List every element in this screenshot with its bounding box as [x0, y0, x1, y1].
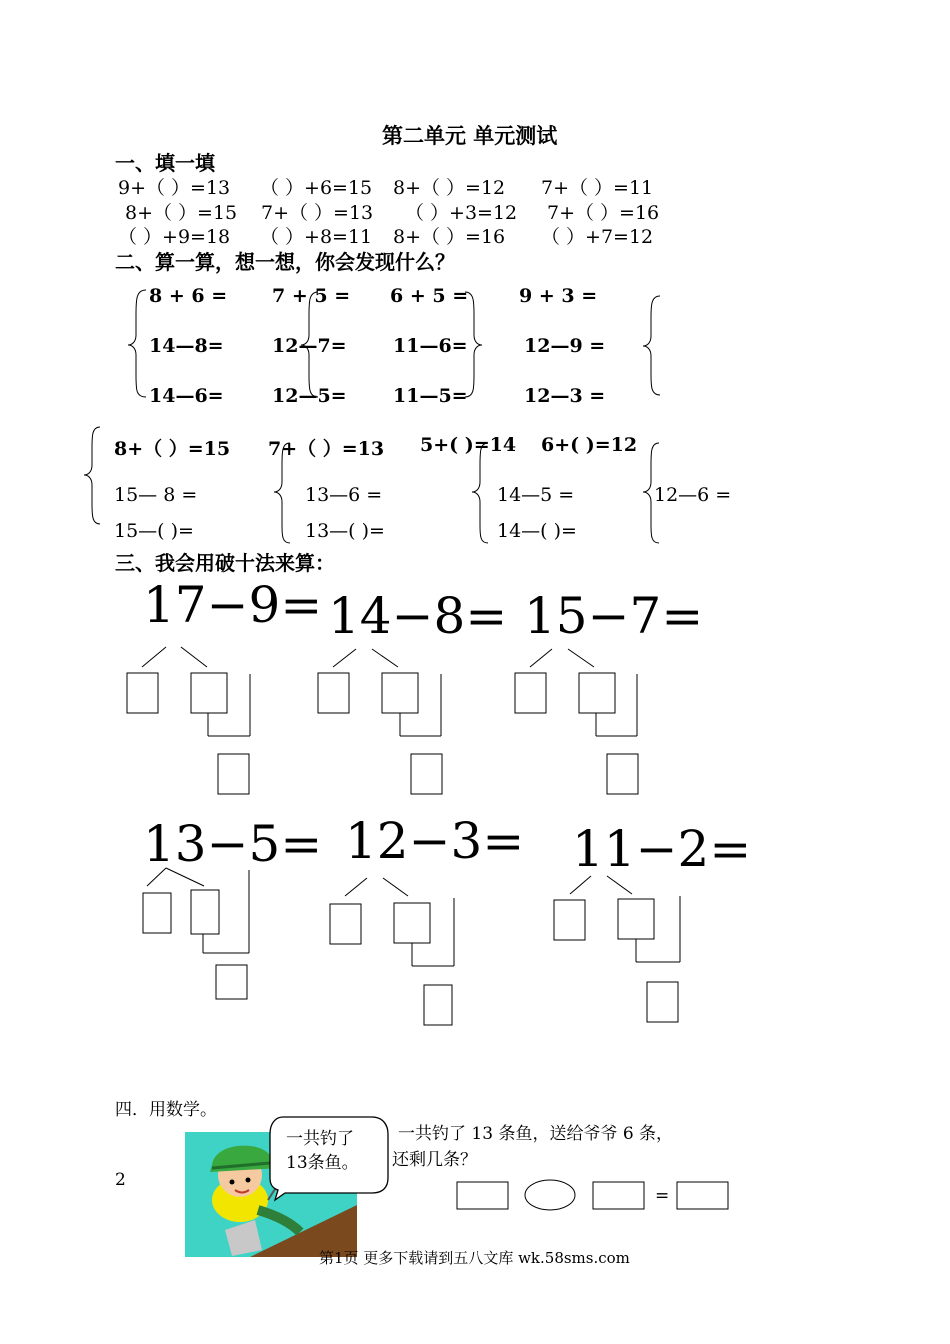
decompose-problem: 12−3=	[345, 812, 525, 870]
calc-item: 13—6 =	[305, 484, 383, 506]
fill-item: 7+（ ）=16	[547, 202, 660, 224]
fill-item: （ ）+8=11	[260, 226, 373, 248]
calc-item: 11—5=	[393, 385, 468, 407]
calc-item: 15— 8 =	[114, 484, 198, 506]
fill-item: 7+（ ）=11	[541, 177, 654, 199]
calc-item: 14—5 =	[497, 484, 575, 506]
calc-item: 7+（ ）=13	[268, 438, 385, 460]
calc-item: 8+（ ）=15	[114, 438, 231, 460]
decompose-problem: 15−7=	[524, 587, 704, 645]
fill-item: 8+（ ）=16	[393, 226, 506, 248]
section1-heading: 一、填一填	[115, 151, 215, 175]
equals-sign: =	[655, 1186, 670, 1206]
calc-item: 15—( )=	[114, 520, 194, 542]
calc-item: 5+( )=14	[420, 434, 517, 456]
calc-item: 12—3 =	[524, 385, 606, 407]
fill-item: 8+（ ）=15	[125, 202, 238, 224]
fill-item: 9+（ ）=13	[118, 177, 231, 199]
decompose-problem: 17−9=	[143, 576, 323, 634]
calc-item: 6+( )=12	[541, 434, 638, 456]
fill-item: （ ）+6=15	[260, 177, 373, 199]
decompose-problem: 14−8=	[328, 587, 508, 645]
fill-item: （ ）+3=12	[405, 202, 518, 224]
brace	[128, 290, 660, 397]
answer-boxes	[457, 1180, 728, 1210]
fill-item: 7+（ ）=13	[261, 202, 374, 224]
calc-item: 12—6 =	[654, 484, 732, 506]
decompose-tree	[127, 647, 680, 1025]
calc-item: 7 + 5 =	[272, 285, 351, 307]
bubble-text: 一共钓了	[286, 1129, 354, 1149]
page-title: 第二单元 单元测试	[382, 123, 558, 148]
calc-item: 9 + 3 =	[519, 285, 598, 307]
story-text: 还剩几条？	[392, 1150, 477, 1170]
calc-item: 13—( )=	[305, 520, 385, 542]
calc-item: 14—6=	[149, 385, 224, 407]
fill-item: 8+（ ）=12	[393, 177, 506, 199]
calc-item: 12—7=	[272, 335, 347, 357]
fill-item: （ ）+7=12	[541, 226, 654, 248]
bubble-text: 13条鱼。	[286, 1153, 359, 1173]
calc-item: 14—8=	[149, 335, 224, 357]
calc-item: 8 + 6 =	[149, 285, 228, 307]
section4-heading: 四．用数学。	[115, 1100, 217, 1120]
section2-heading: 二、算一算，想一想，你会发现什么？	[115, 250, 455, 274]
page-footer: 第1页 更多下载请到五八文库 wk.58sms.com	[319, 1249, 630, 1267]
side-number: 2	[115, 1170, 126, 1190]
calc-item: 11—6=	[393, 335, 468, 357]
fill-item: （ ）+9=18	[118, 226, 231, 248]
calc-item: 12—9 =	[524, 335, 606, 357]
decompose-problem: 11−2=	[572, 820, 752, 878]
story-text: 一共钓了 13 条鱼，送给爷爷 6 条，	[398, 1124, 674, 1144]
calc-item: 12—5=	[272, 385, 347, 407]
decompose-problem: 13−5=	[143, 815, 323, 873]
brace	[84, 427, 659, 543]
calc-item: 6 + 5 =	[390, 285, 469, 307]
calc-item: 14—( )=	[497, 520, 577, 542]
section3-heading: 三、我会用破十法来算：	[115, 551, 335, 575]
